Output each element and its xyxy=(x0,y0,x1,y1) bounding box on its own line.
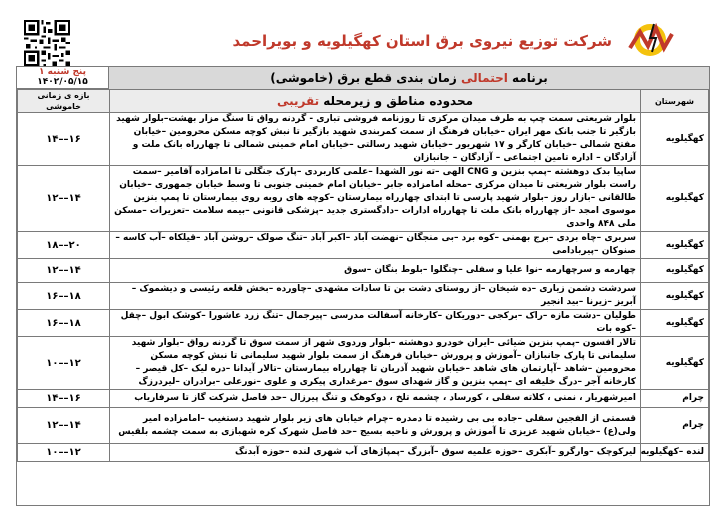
column-header-time: بازه ی زمانی خاموشی xyxy=(18,90,110,113)
table-row xyxy=(18,390,709,408)
areas-cell: قسمتی از الفجین سفلی –جاده بی بی رشیده تا دمدره –چرام خیابان های زیر بلوار شهید دستغیب –امامزاده امیر ولی(ع) –خیابان شهید عزیزی تا آموزش و پرورش و ناحیه بسیج –حد فاصل شهرک کره شهبازی به سمت چشمه بلقیس xyxy=(110,408,641,444)
city-cell: لنده –کهگیلویه xyxy=(641,444,709,462)
city-cell: کهگیلویه xyxy=(641,166,709,232)
areas-cell: تالار افسون –پمپ بنزین ضیائی –ایران خودرو دوهشته –بلوار وردوی شهر از سمت سوق تا گردنه رواق –بلوار شهید سلیمانی تا پارک جانبازان –آموزش و پرورش –خیابان فرهنگ از سمت بلوار شهید سلیمانی تا نبش کوچه مسکن محرومین –شاهد –آپارتمان های شاهد –خیابان شهید آذربان تا چهارراه بیمارستان –تالار آیدانا –دره لیک –کل قیصر –کارخانه آجر –درگ خلیفه ای –پمپ بنزین و گاز شهدای سوق –مرغداری پیکری و علوی –نورعلی –برادران –لیردرزگ xyxy=(110,337,641,390)
day-label: پنج شنبه ۱ xyxy=(39,67,86,77)
table-row xyxy=(18,337,709,390)
city-cell: کهگیلویه xyxy=(641,232,709,259)
city-cell: کهگیلویه xyxy=(641,337,709,390)
time-range-cell: ۱۴––۱۶ xyxy=(18,113,110,166)
time-range-cell: ۱۸––۲۰ xyxy=(18,232,110,259)
qr-code-icon xyxy=(24,20,70,66)
schedule-table xyxy=(17,89,709,462)
city-cell: کهگیلویه xyxy=(641,259,709,283)
header xyxy=(16,14,708,64)
time-range-cell: ۱۲––۱۴ xyxy=(18,408,110,444)
city-cell: کهگیلویه xyxy=(641,113,709,166)
table-row xyxy=(18,232,709,259)
time-range-cell: ۱۶––۱۸ xyxy=(18,283,110,310)
company-name: شرکت توزیع نیروی برق استان کهگیلویه و بویراحمد xyxy=(232,32,612,50)
time-range-cell: ۱۴––۱۶ xyxy=(18,390,110,408)
table-body xyxy=(18,113,709,462)
city-cell: کهگیلویه xyxy=(641,283,709,310)
time-range-cell: ۱۰––۱۲ xyxy=(18,337,110,390)
column-header-city: شهرستان xyxy=(641,90,709,113)
date-label: ۱۴۰۲/۰۵/۱۵ xyxy=(37,77,88,87)
areas-cell: امیرشهریار ، نمنی ، کلاته سفلی ، کورساد ، چشمه تلخ ، دوکوهک و تنگ پیرزال –حد فاصل شرکت گاز تا سرفاریاب xyxy=(110,390,641,408)
table-row xyxy=(18,310,709,337)
table-row xyxy=(18,408,709,444)
time-range-cell: ۱۰––۱۲ xyxy=(18,444,110,462)
time-range-cell: ۱۲––۱۴ xyxy=(18,259,110,283)
table-row xyxy=(18,166,709,232)
areas-cell: سردشت دشمن زیاری –ده شیخان –از روستای دشت بن تا سادات مشهدی –چاورده –بخش قلعه رئیسی و دیشموک –آبریز –زیرنا –بید انجیر xyxy=(110,283,641,310)
areas-cell: چهارمه و سرچهارمه –نوا علیا و سفلی –چنگلوا –بلوط بنگان –سوق xyxy=(110,259,641,283)
areas-cell: سربری –چاه بردی –برج بهمنی –کوه برد –بی منجگان –نهضت آباد –اکبر آباد –تنگ صولک –روشن آباد –قیلکاه –آب کاسه –صنوکان –پیربادامی xyxy=(110,232,641,259)
schedule-frame xyxy=(16,66,710,506)
areas-cell: بلوار شریعتی سمت چپ به طرف میدان مرکزی تا روزنامه فروشی تباری - گردنه رواق تا سنگ مزار بهشت–بلوار شهید بازگیر تا جنب بانک مهر ایران –خیابان فرهنگ از سمت کمربندی شهید بازگیر تا نبش کوچه مسکن محرومین –خیابان مفتح شمالی –خیابان کارگر و ۱۷ شهریور –خیابان شهید رسالتی –خیابان امام خمینی شمالی تا چهارراه بانک ملت و آزادگان – اداره تامین اجتماعی – آزادگان – جانبازان xyxy=(110,113,641,166)
table-row xyxy=(18,113,709,166)
table-row xyxy=(18,283,709,310)
column-header-areas: محدوده مناطق و زیرمحله تقریبی xyxy=(110,90,641,113)
areas-cell: طولیان –دشت مازه –راک –برکجی –دوریکان –کارخانه آسفالت مدرسی –پیرجمال –تنگ زرد عاشورا –کوشک ابول –چقل –کوه بات xyxy=(110,310,641,337)
city-cell: چرام xyxy=(641,390,709,408)
company-logo-icon xyxy=(628,18,676,62)
table-row xyxy=(18,259,709,283)
city-cell: کهگیلویه xyxy=(641,310,709,337)
city-cell: چرام xyxy=(641,408,709,444)
table-header-row xyxy=(18,90,709,113)
areas-cell: لیرکوچک –وارگرو –آبکری –حوزه علمیه سوق –آبزرگ –پمپاژهای آب شهری لنده –حوزه آبدنگ xyxy=(110,444,641,462)
document-title: برنامه احتمالی زمان بندی قطع برق (خاموشی) xyxy=(109,67,709,90)
areas-cell: ساپیا بدک دوهشته –پمپ بنزین و CNG الهی –ته نور الشهدا –علمی کاربردی –پارک جنگلی تا امامزاده آقامیر –سمت راست بلوار شریعتی تا میدان مرکزی –محله امامزاده جابر –خیابان امام خمینی جنوبی تا وسط خیابان جمهوری –خیابان طالقانی –بازار روز –بلوار شهید پارسی تا ابتدای چهارراه بیمارستان –کوچه های روبه روی بیمارستان تا پمپ بنزین موسوی امجد –از چهارراه بانک ملت تا چهارراه ادارات –دادگستری جدید –پزشکی قانونی –بیمه سلامت –تعزیرات –مسکن ملی ۸۴۸ واحدی xyxy=(110,166,641,232)
table-row xyxy=(18,444,709,462)
time-range-cell: ۱۶––۱۸ xyxy=(18,310,110,337)
time-range-cell: ۱۲––۱۴ xyxy=(18,166,110,232)
date-box xyxy=(17,67,109,89)
